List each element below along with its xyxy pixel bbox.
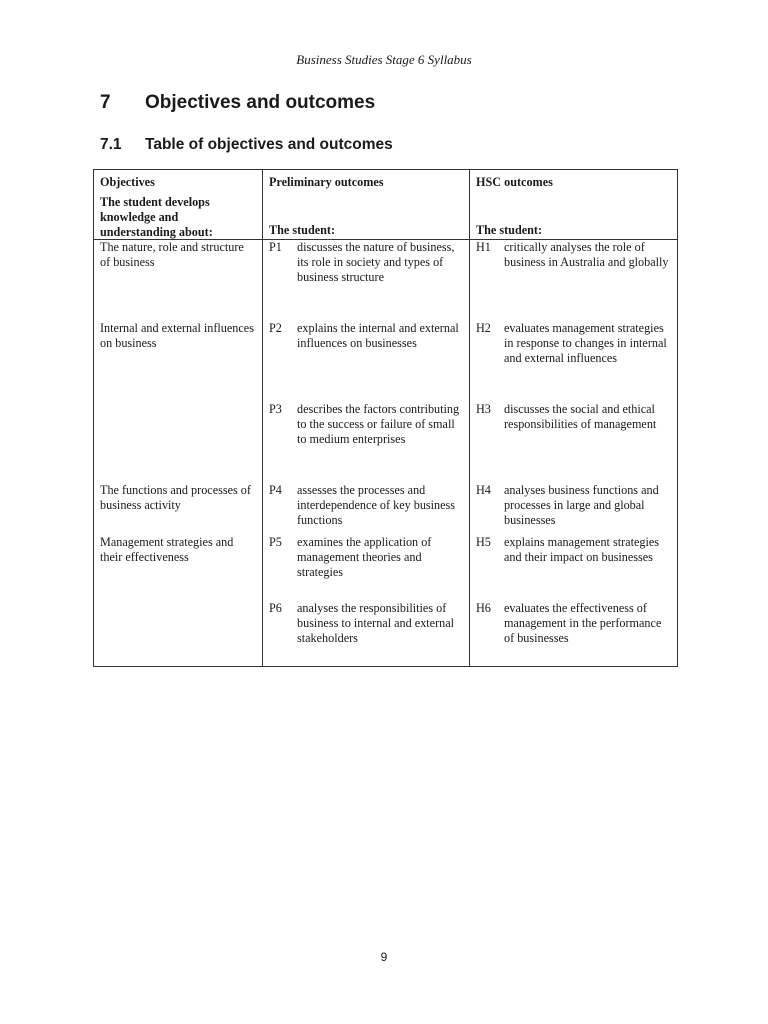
outcome-code: P1: [269, 240, 282, 254]
preliminary-outcome-cell: [263, 601, 470, 667]
hsc-outcome-cell: [470, 402, 678, 483]
preliminary-header-sub: [269, 195, 463, 238]
objective-cell: [94, 402, 263, 483]
preliminary-header: [263, 170, 470, 240]
outcome-text: evaluates management strategies in response to changes in internal and external influences: [504, 320, 667, 365]
running-header: Business Studies Stage 6 Syllabus: [296, 52, 472, 67]
preliminary-outcome-cell: [263, 402, 470, 483]
preliminary-outcome-cell: [263, 483, 470, 535]
outcome-code: H5: [476, 534, 491, 549]
objective-cell: [94, 601, 263, 667]
outcome-code: H1: [476, 240, 491, 254]
outcome-text: assesses the processes and interdependence of key business functions: [297, 482, 456, 527]
table-row: [94, 240, 678, 321]
outcome-text: evaluates the effectiveness of management in the performance of businesses: [504, 600, 662, 645]
preliminary-outcome-cell: [263, 240, 470, 321]
outcome-text: analyses the responsibilities of business to internal and external stakeholders: [297, 600, 455, 645]
section-title: Objectives and outcomes: [145, 92, 376, 113]
outcomes-table: [93, 169, 678, 667]
outcome-text: critically analyses the role of business in Australia and globally: [504, 240, 669, 269]
page-number: 9: [380, 950, 388, 964]
outcome-text: examines the application of management theories and strategies: [297, 534, 432, 579]
objectives-header-sub: [100, 195, 256, 238]
subsection-heading: [100, 136, 393, 154]
section-heading: [100, 92, 375, 114]
outcome-code: H4: [476, 482, 491, 497]
outcome-code: P4: [269, 482, 282, 497]
table-row: [94, 535, 678, 601]
hsc-outcome-cell: [470, 483, 678, 535]
objectives-header-title: Objectives: [100, 175, 155, 189]
table-row: [94, 321, 678, 402]
outcome-code: H3: [476, 401, 491, 416]
outcome-code: H2: [476, 320, 491, 335]
preliminary-header-sub-text: The student:: [269, 223, 336, 237]
outcome-text: discusses the social and ethical responsibilities of management: [504, 401, 657, 431]
outcome-text: explains the internal and external influences on businesses: [297, 320, 459, 350]
objective-cell: Management strategies and their effectiveness: [94, 535, 263, 601]
hsc-header-title: HSC outcomes: [476, 175, 553, 189]
hsc-header-sub-text: The student:: [476, 223, 543, 237]
outcome-text: describes the factors contributing to the success or failure of small to medium enterprises: [297, 401, 460, 446]
preliminary-outcome-cell: [263, 535, 470, 601]
outcome-text: analyses business functions and processes in large and global businesses: [504, 482, 659, 527]
objective-cell: The functions and processes of business activity: [94, 483, 263, 535]
table-row: [94, 402, 678, 483]
outcome-code: P5: [269, 534, 282, 549]
hsc-header: [470, 170, 678, 240]
subsection-number: 7.1: [100, 136, 122, 153]
table-row: [94, 601, 678, 667]
outcome-code: P6: [269, 600, 282, 615]
preliminary-header-title: Preliminary outcomes: [269, 175, 384, 189]
objective-cell: The nature, role and structure of business: [94, 240, 263, 321]
outcome-code: P2: [269, 320, 282, 335]
objectives-header-sub-text: The student develops knowledge and understanding about:: [100, 195, 213, 239]
hsc-outcome-cell: [470, 601, 678, 667]
hsc-header-sub: [476, 195, 671, 238]
hsc-outcome-cell: [470, 240, 678, 321]
outcome-text: explains management strategies and their impact on businesses: [504, 534, 659, 564]
table-header-row: [94, 170, 678, 240]
section-number: 7: [100, 92, 111, 113]
objective-cell: Internal and external influences on business: [94, 321, 263, 402]
outcome-code: P3: [269, 401, 282, 416]
subsection-title: Table of objectives and outcomes: [145, 136, 393, 153]
preliminary-outcome-cell: [263, 321, 470, 402]
outcome-code: H6: [476, 600, 491, 615]
table-row: [94, 483, 678, 535]
objectives-header: [94, 170, 263, 240]
hsc-outcome-cell: [470, 321, 678, 402]
outcome-text: discusses the nature of business, its role in society and types of business structure: [297, 240, 455, 284]
hsc-outcome-cell: [470, 535, 678, 601]
